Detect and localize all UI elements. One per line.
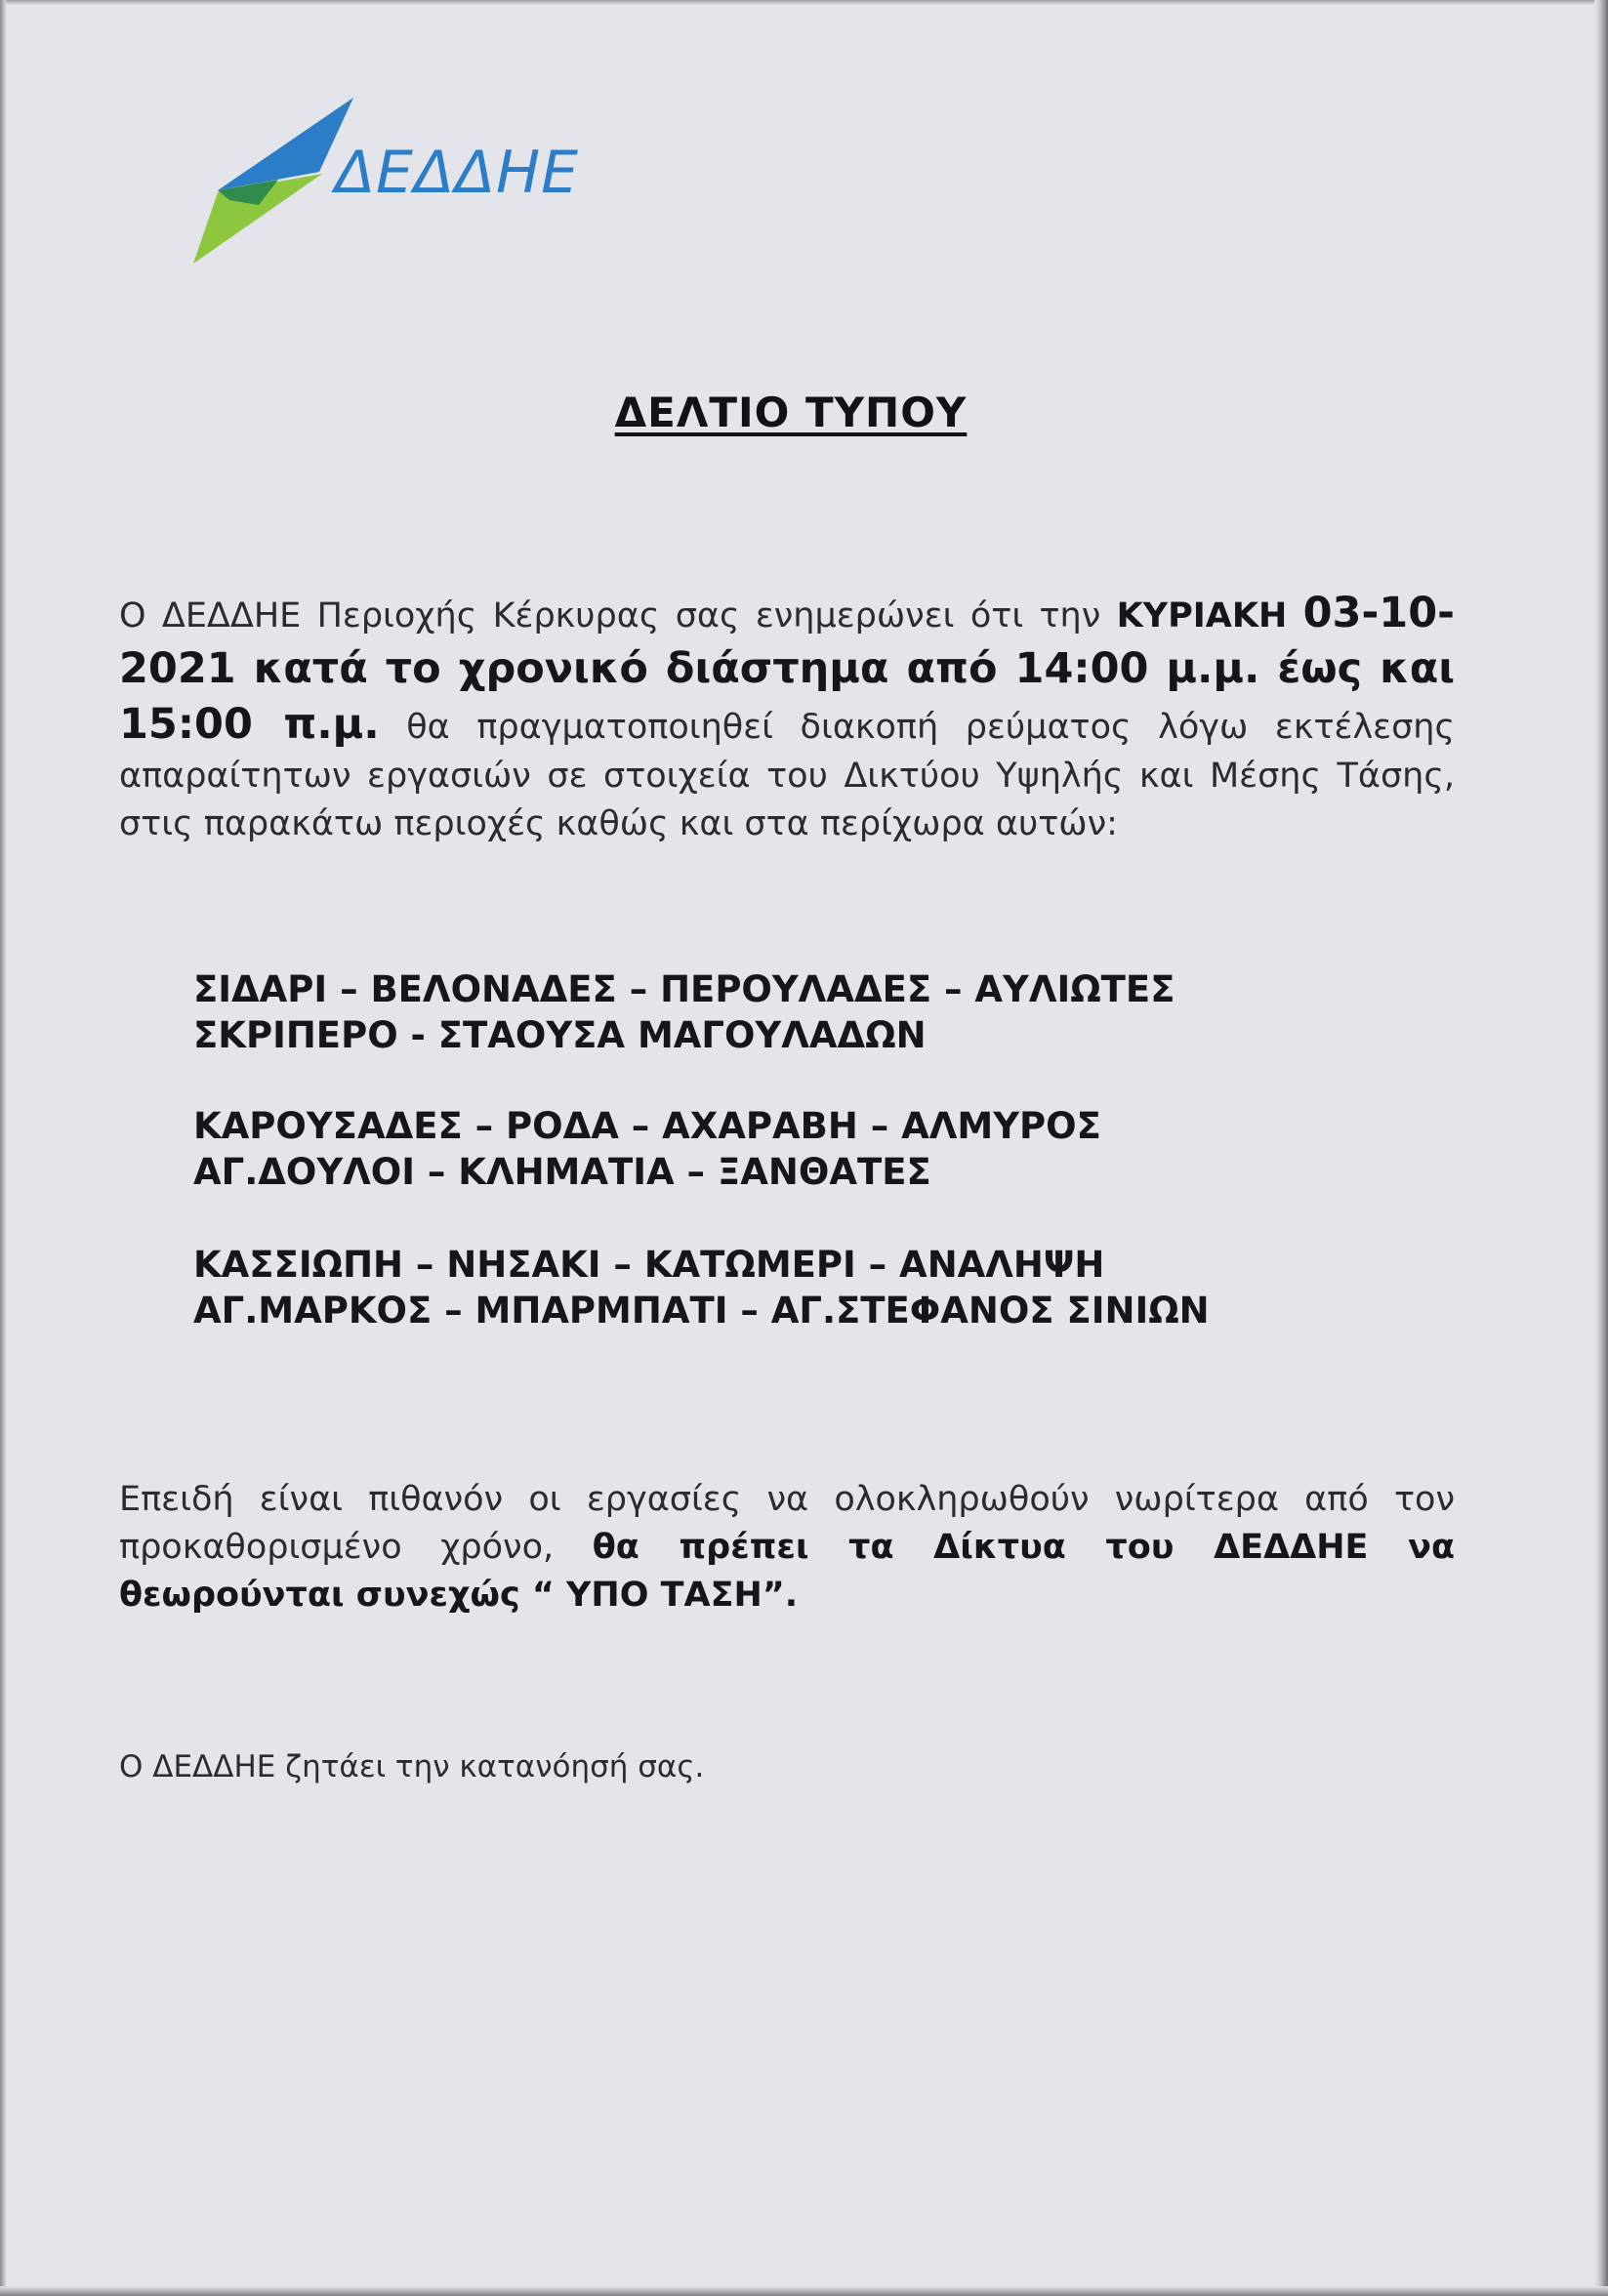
company-logo (190, 98, 639, 268)
closing-text: Επειδή είναι πιθανόν οι εργασίες να ολοκληρωθούν νωρίτερα από τον προκαθορισμένο χρόνο, (119, 1480, 1455, 1567)
intro-text-end: θα πραγματοποιηθεί διακοπή ρεύματος λόγω εκτέλεσης απαραίτητων εργασιών σε στοιχεία του Δικτύου Υψηλής και Μέσης Τάσης, στις παρακάτω περιοχές καθώς και στα περίχωρα αυτών: (119, 708, 1455, 843)
affected-areas-group (193, 1242, 1482, 1333)
intro-paragraph (119, 586, 1455, 848)
affected-areas-line: ΚΑΡΟΥΣΑΔΕΣ – ΡΟΔΑ – ΑΧΑΡΑΒΗ – ΑΛΜΥΡΟΣ (193, 1105, 1101, 1147)
document-title: ΔΕΛΤΙΟ ΤΥΠΟΥ (614, 389, 968, 436)
affected-areas-group (193, 966, 1482, 1058)
affected-areas-line: ΑΓ.ΔΟΥΛΟΙ – ΚΛΗΜΑΤΙΑ – ΞΑΝΘΑΤΕΣ (193, 1151, 931, 1193)
affected-areas-line: ΣΚΡΙΠΕΡΟ - ΣΤΑΟΥΣΑ ΜΑΓΟΥΛΑΔΩΝ (193, 1014, 927, 1056)
logo-wordmark: ΔΕΔΔΗΕ (335, 139, 580, 207)
page-edge-right (1594, 0, 1608, 2296)
page-edge-top (0, 0, 1608, 5)
affected-areas-line: ΑΓ.ΜΑΡΚΟΣ – ΜΠΑΡΜΠΑΤΙ – ΑΓ.ΣΤΕΦΑΝΟΣ ΣΙΝΙΩΝ (193, 1290, 1210, 1332)
closing-paragraph (119, 1476, 1455, 1620)
page-edge-left (0, 0, 6, 2296)
closing-warning: θα πρέπει τα Δίκτυα του ΔΕΔΔΗΕ να θεωρούνται συνεχώς “ ΥΠΟ ΤΑΣΗ”. (119, 1528, 1455, 1615)
affected-areas-group (193, 1103, 1482, 1195)
thanks-line: Ο ΔΕΔΔΗΕ ζητάει την κατανόησή σας. (119, 1749, 705, 1784)
intro-day: ΚΥΡΙΑΚΗ (1116, 596, 1288, 636)
page-edge-bottom (0, 2286, 1608, 2296)
intro-text-start: Ο ΔΕΔΔΗΕ Περιοχής Κέρκυρας σας ενημερώνει ότι την (119, 596, 1117, 636)
intro-outage-period: 03-10-2021 κατά το χρονικό διάστημα από 14:00 μ.μ. έως και 15:00 π.μ. (119, 589, 1455, 749)
affected-areas-line: ΚΑΣΣΙΩΠΗ – ΝΗΣΑΚΙ – ΚΑΤΩΜΕΡΙ – ΑΝΑΛΗΨΗ (193, 1244, 1105, 1286)
affected-areas-line: ΣΙΔΑΡΙ – ΒΕΛΟΝΑΔΕΣ – ΠΕΡΟΥΛΑΔΕΣ – ΑΥΛΙΩΤΕΣ (193, 968, 1175, 1010)
